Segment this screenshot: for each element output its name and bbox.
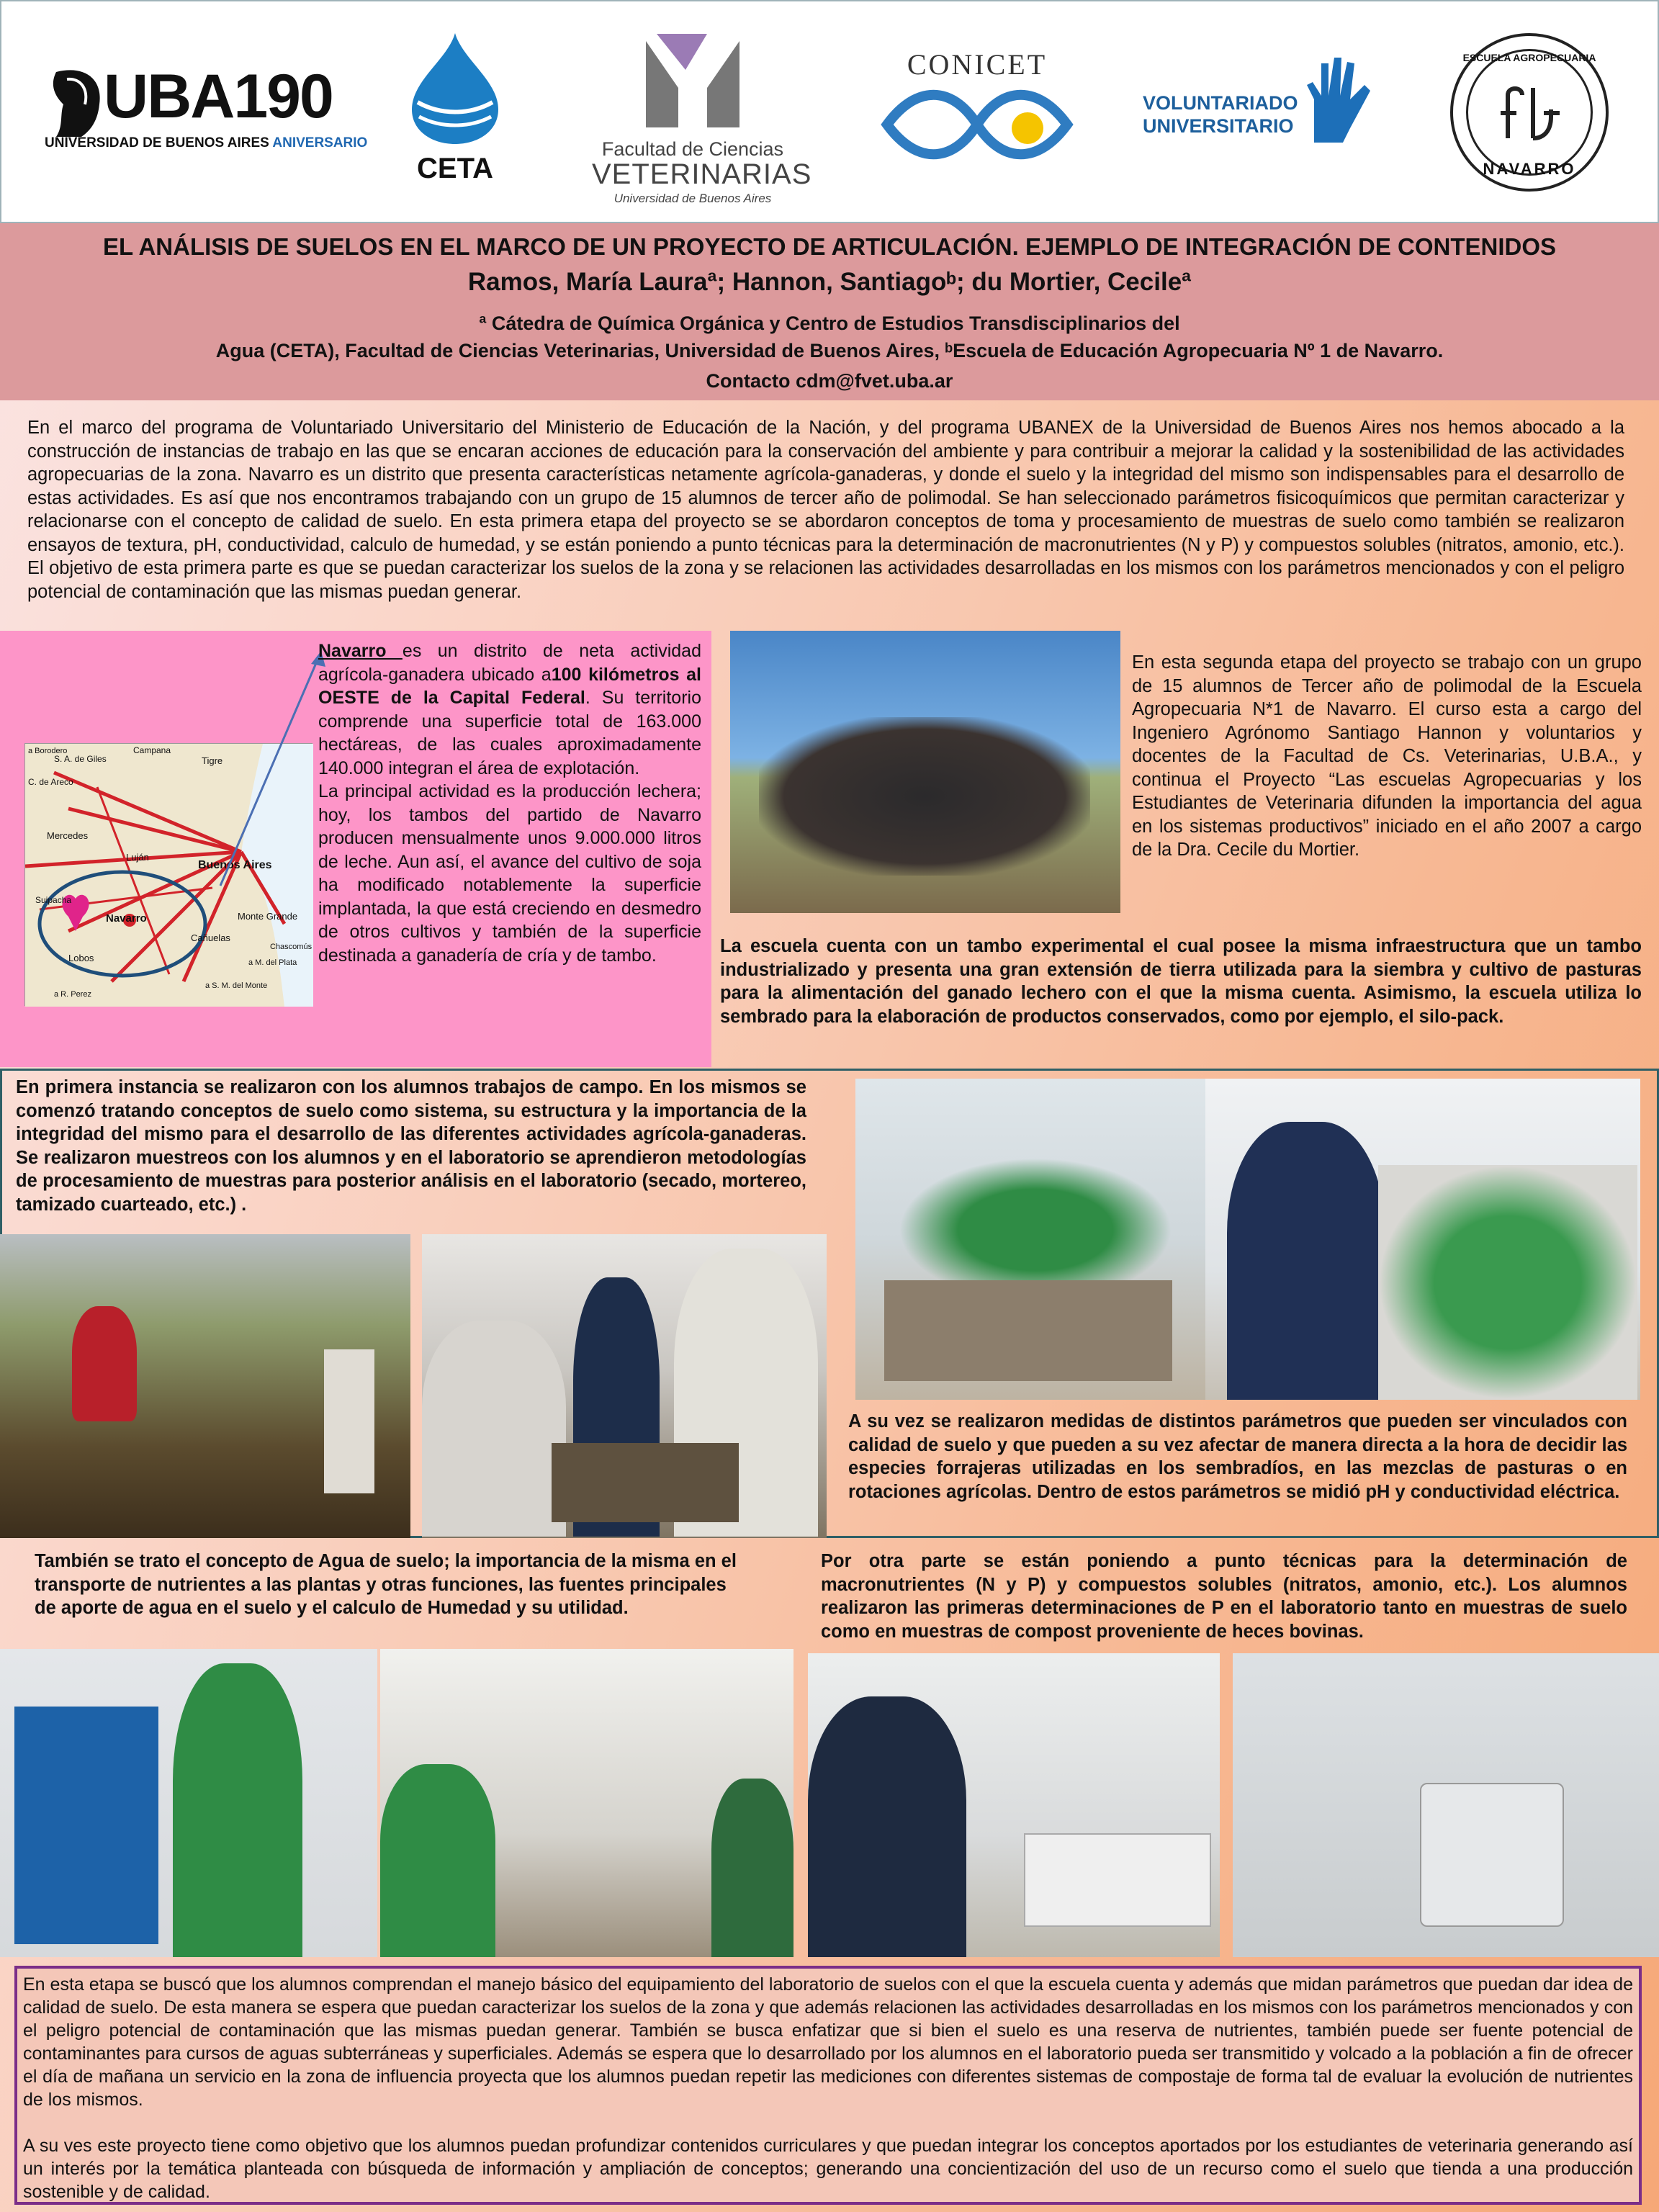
navarro-text-1: es un distrito de neta actividad agrícola-ganadera ubicado a [318,641,701,685]
group-photo [730,631,1120,913]
navarro-text-3: La principal actividad es la producción lechera; hoy, los tambos del partido de Navarro producen mensualmente unos 9.000.000 litros de leche. Aun así, el avance del cultivo de soja ha modificado notablemente la superficie implantada, la que está creciendo en desmedro de otros cultivos y también de la superficie destinada a ganadería de cría y de tambo. [318,781,701,966]
segunda-etapa-paragraph: En esta segunda etapa del proyecto se trabajo con un grupo de 15 alumnos de Tercer año de polimodal de la Escuela Agropecuaria N*1 de Navarro. El curso esta a cargo del Ingeniero Agrónomo Santiago Hannon y voluntarios y docentes de la Facultad de Cs. Veterinarias, U.B.A., y continua el Proyecto “Las escuelas Agropecuarias y los Estudiantes de Veterinaria difunden la importancia del agua en los sistemas productivos” iniciado en el año 2007 a cargo de la Dra. Cecile du Mortier. [1132,652,1642,860]
uba-logo [42,60,368,161]
ceta-logo [405,30,505,196]
conicet-logo [873,48,1082,170]
title-band [0,223,1659,400]
uba-sub2: ANIVERSARIO [272,135,368,150]
ceta-label: CETA [417,153,493,184]
map-label-lobos: Lobos [68,953,94,963]
fcv-y-icon [642,30,743,131]
field-photo [0,1234,410,1538]
map-label-plata: a M. del Plata [248,958,297,967]
map-label-lujan: Luján [126,852,149,863]
lab-table-photo [855,1079,1205,1400]
hotplate-photo [808,1653,1220,1957]
hand-icon [1300,56,1379,150]
agua-paragraph: También se trato el concepto de Agua de suelo; la importancia de la misma en el transporte de nutrientes a las plantas y otras funciones, las fuentes principales de aporte de agua en el suelo y el calculo de Humedad y su utilidad. [35,1551,737,1618]
poster-title: EL ANÁLISIS DE SUELOS EN EL MARCO DE UN PROYECTO DE ARTICULACIÓN. EJEMPLO DE INTEGRACIÓN DE CONTENIDOS [102,233,1557,260]
conclusion-paragraph-2: A su ves este proyecto tiene como objetivo que los alumnos puedan profundizar contenidos curriculares y que puedan integrar los conceptos aportados por los estudiantes de veterinaria generando así un interés por la temática planteada con búsqueda de información y ampliación de conceptos; generando una concientización del uso de un recurso como el suelo que tienda a una producción sostenible y de calidad. [23,2136,1633,2202]
affiliation-1: ª Cátedra de Química Orgánica y Centro de Estudios Transdisciplinarios del [479,313,1180,334]
conicet-label: CONICET [907,48,1048,81]
infinity-icon [873,85,1082,164]
navarro-seal [1450,33,1609,192]
map-label-chascomus: Chascomús [270,943,313,951]
tecnicas-paragraph: Por otra parte se están poniendo a punto técnicas para la determinación de macronutrientes (N y P) y compuestos solubles (nitratos, amonio, etc.). Los alumnos realizaron las primeras determinaciones de P en el laboratorio tanto en muestras de suelo como en muestras de compost proveniente de heces bovinas. [821,1551,1627,1642]
students-photo [1205,1079,1640,1400]
logo-bar [0,0,1659,223]
map-label-tigre: Tigre [202,755,223,766]
contact: Contacto cdm@fvet.uba.ar [706,370,953,392]
fcv-logo [592,30,812,210]
conclusion-box [14,1966,1642,2205]
oven-photo [0,1649,377,1957]
fcv-line1: Facultad de Ciencias [601,138,784,160]
map-label-giles: S. A. de Giles [54,754,107,764]
navarro-paragraph [318,639,701,967]
map-label-areco: C. de Areco [28,777,73,787]
fcv-line2: VETERINARIAS [592,158,812,190]
conclusion-paragraph-1: En esta etapa se buscó que los alumnos comprendan el manejo básico del equipamiento del laboratorio de suelos con el que la escuela cuenta y además que midan parámetros que puedan dar idea de calidad de suelo. De esta manera se espera que puedan caracterizar los suelos de la zona y que además relacionen las actividades desarrolladas en los mismos con los parámetros mencionados y con el peligro potencial de contaminación que las mismas puedan generar. También se busca enfatizar que si bien el suelo es una reserva de nutrientes, también puede ser fuente potencial de contaminantes para cursos de aguas subterráneas y superficiales. Además se espera que lo desarrollado por los alumnos en el laboratorio pueda ser transmitido y volcado a la población a fin de ofrecer el día de mañana un servicio en la zona de influencia proyecta que los alumnos puedan repetir las mediciones con diferentes sistemas de compostaje de forma tal de evaluar la evolución de nutrientes de los mismos. [23,1974,1633,2110]
voluntariado-line2: UNIVERSITARIO [1143,115,1294,137]
navarro-name: Navarro [318,641,403,661]
lab-sieving-photo [422,1234,827,1538]
navarro-bold: 100 kilómetros al OESTE de la Capital Federal [318,664,701,708]
fcv-line3: Universidad de Buenos Aires [613,192,772,205]
map-label-perez: a R. Perez [54,990,91,999]
navarro-text-2: . Su territorio comprende una superficie total de 163.000 hectáreas, de las cuales aproximadamente 140.000 integran el área de explotación. [318,688,701,778]
uba-head-icon [42,65,107,144]
map-label-monte-grande: Monte Grande [238,911,298,922]
uba-mark: UBA190 [104,62,333,131]
map-label-buenos-aires: Buenos Aires [198,859,272,871]
map-label-campana: Campana [133,745,171,755]
voluntariado-logo [1143,56,1373,150]
authors: Ramos, María Lauraª; Hannon, Santiagoᵇ; du Mortier, Cecileª [467,268,1192,296]
scale-photo [1233,1653,1659,1957]
primera-instancia-paragraph: En primera instancia se realizaron con los alumnos trabajos de campo. En los mismos se comenzó tratando conceptos de suelo como sistema, su estructura y la importancia de la integridad del mismo para el desarrollo de las diferentes actividades agrícola-ganaderas. Se realizaron muestreos con los alumnos y en el laboratorio se aprendieron metodologías de procesamiento de muestras para posterior análisis en el laboratorio (secado, mortereo, tamizado cuarteado, etc.) . [16,1077,806,1215]
uba-sub: UNIVERSIDAD DE BUENOS AIRES [45,135,269,150]
affiliation-2: Agua (CETA), Facultad de Ciencias Veterinarias, Universidad de Buenos Aires, ᵇEscuela de Educación Agropecuaria Nº 1 de Navarro. [215,340,1444,361]
intro-paragraph: En el marco del programa de Voluntariado Universitario del Ministerio de Educación de la Nación, y del programa UBANEX de la Universidad de Buenos Aires nos hemos abocado a la construcción de instancias de trabajo en las que se encaran acciones de educación para la conservación del ambiente y para contribuir a mejorar la calidad y la sostenibilidad de las actividades agropecuarias de la zona. Navarro es un distrito que presenta características netamente agrícola-ganaderas, y donde el suelo y la integridad del mismo son indispensables para el desarrollo de estas actividades. Es así que nos encontramos trabajando con un grupo de 15 alumnos de tercer año de polimodal. Se han seleccionado parámetros fisicoquímicos que permitan caracterizar y relacionarse con el concepto de calidad de suelo. En esta primera etapa del proyecto se se abordaron conceptos de toma y procesamiento de muestras de suelo como también se realizaron ensayos de textura, pH, conductividad, calculo de humedad, y se están poniendo a punto técnicas para la determinación de macronutrientes (N y P) y compuestos solubles (nitratos, amonio, etc.). El objetivo de esta primera parte es que se puedan caracterizar los suelos de la zona y se relacionen las actividades desarrolladas en los mismos con los parámetros mencionados y con el peligro potencial de contaminación que las mismas puedan generar. [27,418,1624,602]
map-label-canuelas: Cañuelas [191,932,230,943]
map-label-smonte: a S. M. del Monte [205,981,268,990]
water-drop-icon [405,30,505,145]
medidas-paragraph: A su vez se realizaron medidas de distintos parámetros que pueden ser vinculados con calidad de suelo y que pueden a su vez afectar de manera directa a la hora de decidir las especies forrajeras utilizadas en los sembradíos, en las mezclas de pasturas o en rotaciones agrícolas. Dentro de estos parámetros se midió pH y conductividad eléctrica. [848,1411,1627,1502]
map-label-borodero: a Borodero [28,747,68,755]
navarro-seal-bottom: NAVARRO [1483,160,1576,178]
escuela-paragraph: La escuela cuenta con un tambo experimental el cual posee la misma infraestructura que un tambo industrializado y presenta una gran extensión de tierra utilizada para la siembra y cultivo de pasturas para la alimentación del ganado lechero con el que la misma cuenta. Asimismo, la escuela utiliza lo sembrado para la elaboración de productos conservados, como por ejemplo, el silo-pack. [720,936,1642,1027]
map-label-suipacha: Suipacha [35,895,72,905]
voluntariado-line1: VOLUNTARIADO [1143,92,1298,114]
map-label-navarro: Navarro [106,912,147,925]
balance-photo [380,1649,793,1957]
map-label-mercedes: Mercedes [47,830,89,841]
seal-monogram-icon [1493,81,1565,145]
navarro-seal-top: ESCUELA AGROPECUARIA [1462,52,1596,63]
